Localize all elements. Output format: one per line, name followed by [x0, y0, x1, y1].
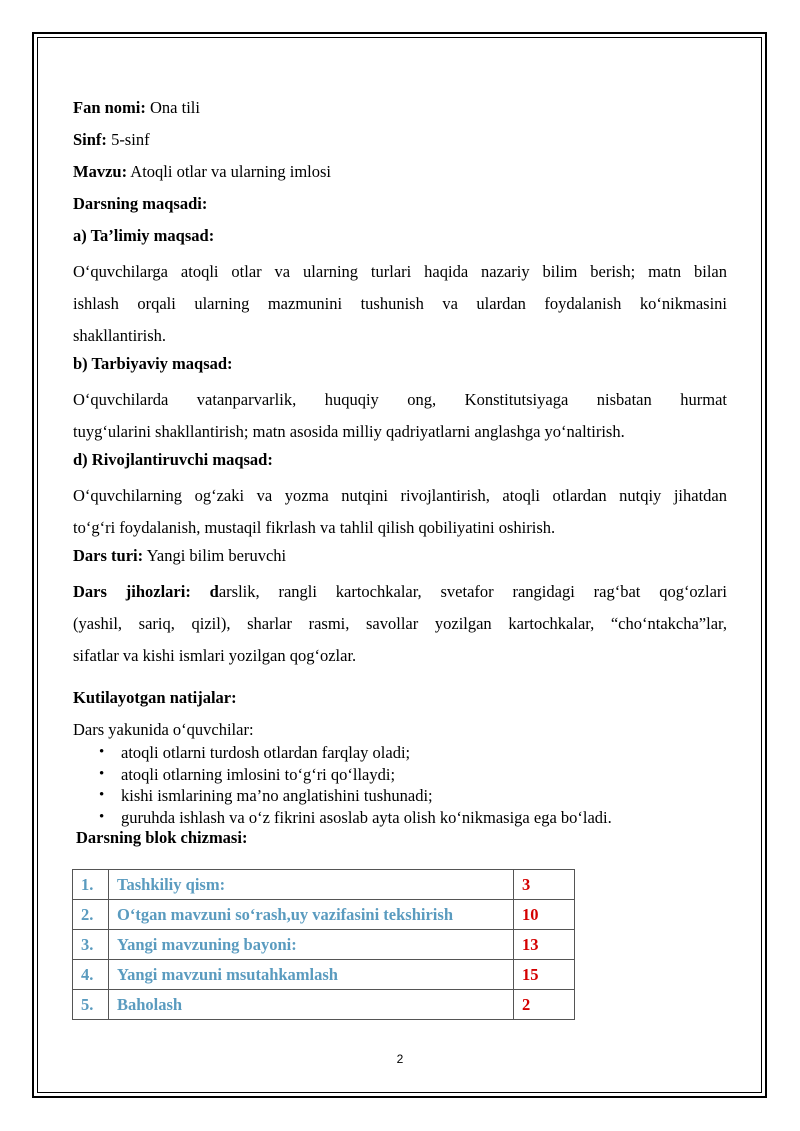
developmental-aim-text: O‘quvchilarning og‘zaki va yozma nutqini rivojlantirish, atoqli otlardan nutqiy jihatdan to‘g‘ri foydalanish, mustaqil fikrlash va tahlil qilish qobiliyatini oshirish. — [73, 486, 727, 537]
document-body — [73, 96, 727, 848]
outcomes-heading: Kutilayotgan natijalar: — [73, 688, 237, 707]
table-row: 1. Tashkiliy qism: 3 — [73, 870, 575, 900]
list-item: • guruhda ishlash va o‘z fikrini asoslab ayta olish ko‘nikmasiga ega bo‘ladi. — [73, 807, 727, 829]
grade-line: Sinf: 5-sinf — [73, 130, 150, 149]
block-scheme-heading: Darsning blok chizmasi: — [76, 828, 248, 847]
educational-aim-text: O‘quvchilarga atoqli otlar va ularning turlari haqida nazariy bilim berish; matn bilan ishlash orqali ularning mazmunini tushunish va ulardan foydalanish ko‘nikmasini shakllantirish. — [73, 262, 727, 345]
outcomes-intro: Dars yakunida o‘quvchilar: — [73, 720, 254, 739]
list-item: • kishi ismlarining ma’no anglatishini tushunadi; — [73, 785, 727, 807]
table-row: 3. Yangi mavzuning bayoni: 13 — [73, 930, 575, 960]
educational-aim-heading: a) Ta’limiy maqsad: — [73, 226, 215, 245]
table-row: 4. Yangi mavzuni msutahkamlash 15 — [73, 960, 575, 990]
list-item: • atoqli otlarni turdosh otlardan farqlay oladi; — [73, 742, 727, 764]
upbringing-aim-text: O‘quvchilarda vatanparvarlik, huquqiy ong, Konstitutsiyaga nisbatan hurmat tuyg‘ularini shakllantirish; matn asosida milliy qadriyatlarni anglashga yo‘naltirish. — [73, 390, 727, 441]
page-number: 2 — [396, 1052, 404, 1066]
topic-line: Mavzu: Atoqli otlar va ularning imlosi — [73, 162, 332, 181]
list-item: • atoqli otlarning imlosini to‘g‘ri qo‘llaydi; — [73, 764, 727, 786]
outcomes-list — [73, 742, 727, 828]
block-scheme-table — [72, 869, 575, 1020]
equipment-text: Dars jihozlari: darslik, rangli kartochkalar, svetafor rangidagi rag‘bat qog‘ozlari (yashil, sariq, qizil), sharlar rasmi, savollar yozilgan kartochkalar, “cho‘ntakcha”lar, sifatlar va kishi ismlari yozilgan qog‘ozlar. — [73, 582, 727, 665]
table-row: 2. O‘tgan mavzuni so‘rash,uy vazifasini tekshirish 10 — [73, 900, 575, 930]
table-row: 5. Baholash 2 — [73, 990, 575, 1020]
developmental-aim-heading: d) Rivojlantiruvchi maqsad: — [73, 450, 273, 469]
subject-line: Fan nomi: Ona tili — [73, 98, 200, 117]
lesson-type-line: Dars turi: Yangi bilim beruvchi — [73, 546, 287, 565]
aims-heading: Darsning maqsadi: — [73, 194, 208, 213]
upbringing-aim-heading: b) Tarbiyaviy maqsad: — [73, 354, 233, 373]
